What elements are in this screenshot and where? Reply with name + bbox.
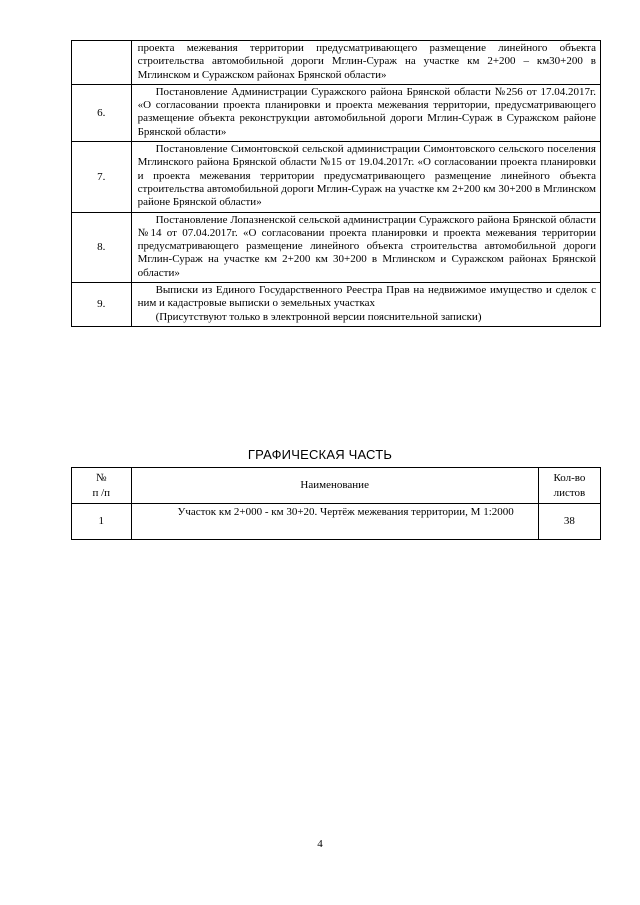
row-number: 7. (72, 142, 132, 212)
row-number: 8. (72, 212, 132, 282)
header-name: Наименование (131, 468, 538, 504)
page-number: 4 (317, 838, 323, 850)
header-count (538, 468, 600, 504)
table-row (72, 142, 601, 212)
graphic-part-table (71, 467, 601, 540)
table-row (72, 212, 601, 282)
header-count-line2: листов (553, 486, 586, 499)
row-number (72, 41, 132, 85)
row-note: (Присутствуют только в электронной версии пояснительной записки) (155, 310, 482, 323)
table-row (72, 283, 601, 327)
row-text: Постановление Симонтовской сельской администрации Симонтовского сельского поселения Мглинского района Брянской области №15 от 19.04.2017г. «О согласовании проекта планировки и проекта межевания территории предусматривающего размещение линейного объекта строительства автомобильной дороги Мглин-Сураж на участке км 2+200 км 30+200 в Мглинском районе Брянской области» (137, 143, 596, 209)
row-description (131, 212, 600, 282)
header-count-line1: Кол-во (553, 471, 586, 484)
row-sheet-count: 38 (538, 504, 600, 540)
row-description (131, 41, 600, 85)
row-text: Постановление Лопазненской сельской администрации Суражского района Брянской области №14 от 07.04.2017г. «О согласовании проекта планировки и проекта межевания территории предусматривающего размещение линейного объекта строительства автомобильной дороги Мглин-Сураж на участке км 2+200 км 30+200 в Мглинском и Суражском районах Брянской области» (137, 213, 596, 279)
table-row (72, 504, 601, 540)
row-description (131, 283, 600, 327)
row-description (131, 84, 600, 141)
documents-list-table (71, 40, 601, 327)
row-name-text: Участок км 2+000 - км 30+20. Чертёж межевания территории, М 1:2000 (177, 506, 514, 518)
row-text: Выписки из Единого Государственного Реестра Прав на недвижимое имущество и сделок с ним и кадастровые выписки о земельных участках (137, 284, 596, 310)
table-row (72, 84, 601, 141)
row-name (131, 504, 538, 540)
row-text: проекта межевания территории предусматривающего размещение линейного объекта строительства автомобильной дороги Мглин-Сураж на участке км 2+200 – км30+200 в Мглинском и Суражском районах Брянской области» (137, 42, 596, 81)
row-number: 9. (72, 283, 132, 327)
table-header-row (72, 468, 601, 504)
section-title: ГРАФИЧЕСКАЯ ЧАСТЬ (247, 447, 393, 462)
row-number: 6. (72, 84, 132, 141)
row-description (131, 142, 600, 212)
header-number (72, 468, 132, 504)
row-text: Постановление Администрации Суражского района Брянской области №256 от 17.04.2017г. «О согласовании проекта планировки и проекта межевания территории, предусматривающего размещение объекта реконструкции автомобильной дороги Мглин-Сураж в Суражском районе Брянской области» (137, 85, 596, 138)
table-row (72, 41, 601, 85)
header-number-line2: п /п (92, 486, 111, 499)
row-number: 1 (72, 504, 132, 540)
header-number-line1: № (96, 471, 107, 484)
